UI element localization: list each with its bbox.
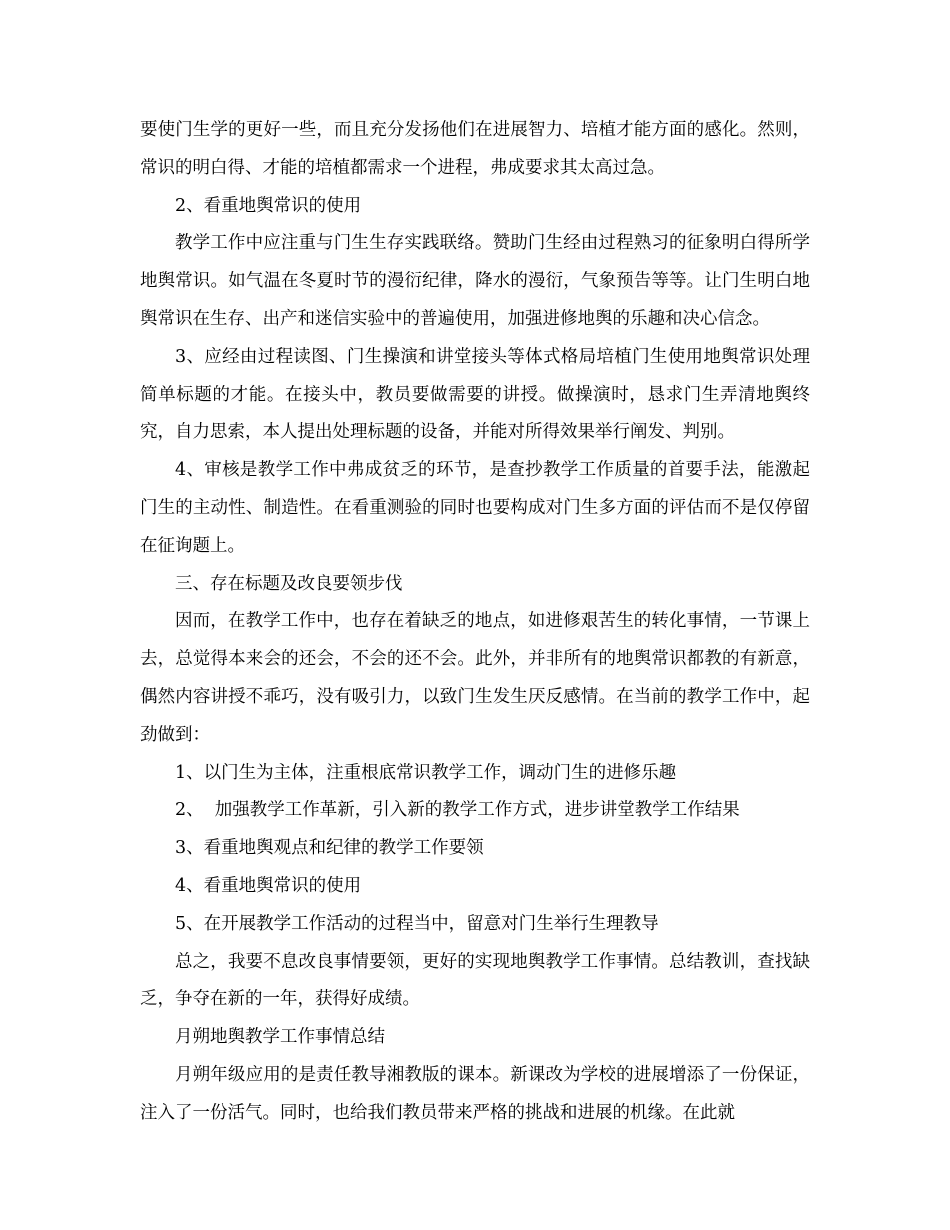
paragraph-7: 因而，在教学工作中，也存在着缺乏的地点，如进修艰苦生的转化事情，一节课上去，总觉得本来会的还会，不会的还不会。此外，并非所有的地舆常识都教的有新意，偶然内容讲授不乖巧，没有吸引力，以致门生发生厌反感情。在当前的教学工作中，起劲做到： <box>140 611 810 745</box>
list-item-4: 4、看重地舆常识的使用 <box>175 875 362 896</box>
paragraph-5: 4、审核是教学工作中弗成贫乏的环节，是查抄教学工作质量的首要手法，能激起门生的主动性、制造性。在看重测验的同时也要构成对门生多方面的评估而不是仅停留在征询题上。 <box>140 460 810 556</box>
section-heading-problems: 三、存在标题及改良要领步伐 <box>175 573 403 594</box>
document-page <box>140 112 810 1133</box>
list-item-1: 1、以门生为主体，注重根底常识教学工作，调动门生的进修乐趣 <box>175 762 677 783</box>
section-title-summary: 月朔地舆教学工作事情总结 <box>175 1027 385 1048</box>
paragraph-1: 要使门生学的更好一些，而且充分发扬他们在进展智力、培植才能方面的感化。然则，常识的明白得、才能的培植都需求一个进程，弗成要求其太高过急。 <box>140 120 810 178</box>
paragraph-4: 3、应经由过程读图、门生操演和讲堂接头等体式格局培植门生使用地舆常识处理简单标题的才能。在接头中，教员要做需要的讲授。做操演时，恳求门生弄清地舆终究，自力思索，本人提出处理标题的设备，并能对所得效果举行阐发、判别。 <box>140 346 810 443</box>
paragraph-last: 月朔年级应用的是责任教导湘教版的课本。新课改为学校的进展增添了一份保证，注入了一份活气。同时，也给我们教员带来严格的挑战和进展的机缘。在此就 <box>140 1064 810 1123</box>
list-item-5: 5、在开展教学工作活动的过程当中，留意对门生举行生理教导 <box>175 913 659 934</box>
paragraph-2: 2、看重地舆常识的使用 <box>175 195 362 216</box>
list-item-2: 2、 加强教学工作革新，引入新的教学工作方式，进步讲堂教学工作结果 <box>175 800 740 821</box>
paragraph-conclusion: 总之，我要不息改良事情要领，更好的实现地舆教学工作事情。总结教训，查找缺乏，争夺在新的一年，获得好成绩。 <box>140 951 810 1010</box>
list-item-3: 3、看重地舆观点和纪律的教学工作要领 <box>175 838 484 859</box>
paragraph-3: 教学工作中应注重与门生生存实践联络。赞助门生经由过程熟习的征象明白得所学地舆常识。如气温在冬夏时节的漫衍纪律，降水的漫衍，气象预告等等。让门生明白地舆常识在生存、出产和迷信实验中的普遍使用，加强进修地舆的乐趣和决心信念。 <box>140 233 810 329</box>
